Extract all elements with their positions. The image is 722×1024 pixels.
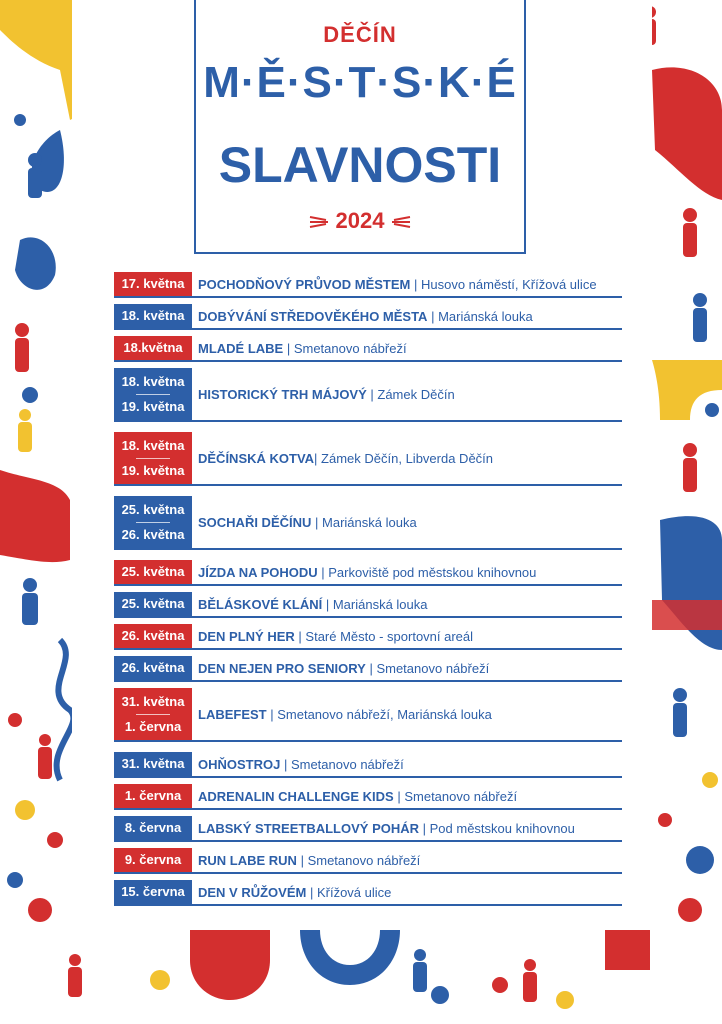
date-separator [136, 522, 170, 523]
event-place: Staré Město - sportovní areál [305, 628, 474, 644]
event-separator: | [296, 852, 308, 868]
event-info [192, 661, 489, 676]
event-date-start: 9. června [124, 852, 182, 867]
event-info [192, 387, 455, 402]
event-place: Parkoviště pod městskou knihovnou [328, 564, 537, 580]
event-date-start: 26. května [121, 660, 185, 675]
event-place: Mariánská louka [438, 308, 533, 324]
event-info [192, 597, 428, 612]
event-date [114, 624, 192, 648]
event-separator: | [365, 660, 377, 676]
spark-left-icon [308, 214, 330, 230]
event-date [114, 880, 192, 904]
event-date-start: 18. května [121, 437, 185, 453]
event-separator: | [419, 820, 430, 836]
event-date-end: 19. května [121, 462, 185, 478]
event-separator: | [410, 276, 421, 292]
event-date-start: 1. června [124, 788, 182, 803]
event-name: DEN PLNÝ HER [198, 628, 295, 644]
event-date [114, 496, 192, 548]
event-name: ADRENALIN CHALLENGE KIDS [198, 788, 394, 804]
event-name: DĚČÍNSKÁ KOTVA [198, 450, 315, 466]
title-line-1: M·Ě·S·T·S·K·É [203, 58, 517, 107]
event-place: Mariánská louka [322, 514, 417, 530]
event-place: Smetanovo nábřeží [293, 340, 407, 356]
event-row [114, 752, 622, 778]
event-row [114, 848, 622, 874]
event-separator: | [317, 564, 329, 580]
event-place: Smetanovo nábřeží [404, 788, 518, 804]
event-date-start: 31. května [121, 693, 185, 709]
event-name: LABEFEST [198, 706, 267, 722]
event-place: Zámek Děčín, Libverda Děčín [321, 450, 494, 466]
spark-right-icon [390, 214, 412, 230]
event-name: HISTORICKÝ TRH MÁJOVÝ [198, 386, 367, 402]
event-row [114, 272, 622, 298]
event-row [114, 688, 622, 742]
event-date-start: 18. května [121, 308, 185, 323]
event-row [114, 336, 622, 362]
event-row [114, 560, 622, 586]
event-info [192, 885, 391, 900]
event-separator: | [427, 308, 439, 324]
event-row [114, 496, 622, 550]
event-date-start: 15. června [121, 884, 185, 899]
event-date [114, 688, 192, 740]
event-place: Husovo náměstí, Křížová ulice [420, 276, 597, 292]
event-date [114, 752, 192, 776]
event-place: Smetanovo nábřeží [307, 852, 421, 868]
event-date [114, 560, 192, 584]
event-place: Křížová ulice [316, 884, 392, 900]
event-date [114, 592, 192, 616]
date-separator [136, 458, 170, 459]
event-date-start: 18.května [123, 340, 183, 355]
event-place: Zámek Děčín [377, 386, 455, 402]
year-line [196, 208, 524, 234]
event-info [192, 757, 404, 772]
event-separator: | [283, 340, 294, 356]
event-date-end: 1. června [124, 718, 182, 734]
event-info [192, 853, 420, 868]
event-row [114, 592, 622, 618]
event-date [114, 336, 192, 360]
event-info [192, 309, 533, 324]
city-name: DĚČÍN [323, 22, 397, 47]
event-date-start: 17. května [121, 276, 185, 291]
event-place: Smetanovo nábřeží [376, 660, 490, 676]
title-line-2: SLAVNOSTI [218, 137, 502, 193]
event-list [114, 272, 622, 912]
event-name: JÍZDA NA POHODU [198, 564, 318, 580]
event-row [114, 784, 622, 810]
event-name: RUN LABE RUN [198, 852, 297, 868]
event-separator: | [280, 756, 291, 772]
event-date [114, 304, 192, 328]
event-name: POCHODŇOVÝ PRŮVOD MĚSTEM [198, 276, 411, 292]
date-separator [136, 394, 170, 395]
event-place: Mariánská louka [332, 596, 428, 612]
event-date-start: 26. května [121, 628, 185, 643]
event-info [192, 789, 517, 804]
event-place: Pod městskou knihovnou [429, 820, 575, 836]
event-info [192, 515, 417, 530]
year: 2024 [335, 208, 385, 233]
event-date [114, 848, 192, 872]
event-date-start: 31. května [121, 756, 185, 771]
event-separator: | [266, 706, 278, 722]
event-separator: | [366, 386, 378, 402]
event-row [114, 304, 622, 330]
event-date [114, 784, 192, 808]
event-separator: | [322, 596, 333, 612]
event-date [114, 816, 192, 840]
event-place: Smetanovo nábřeží [290, 756, 404, 772]
event-date-start: 8. června [124, 820, 182, 835]
event-date-end: 26. května [121, 526, 185, 542]
event-info [192, 707, 492, 722]
event-date-start: 25. května [121, 596, 185, 611]
event-info [192, 821, 575, 836]
title-box [194, 0, 526, 254]
event-row [114, 816, 622, 842]
event-row [114, 656, 622, 682]
event-date [114, 656, 192, 680]
event-name: MLADÉ LABE [198, 340, 284, 356]
event-row [114, 624, 622, 650]
event-row [114, 432, 622, 486]
event-info [192, 277, 597, 292]
event-info [192, 451, 493, 466]
event-separator: | [311, 514, 323, 530]
event-info [192, 341, 407, 356]
event-name: LABSKÝ STREETBALLOVÝ POHÁR [198, 820, 420, 836]
event-name: DOBÝVÁNÍ STŘEDOVĚKÉHO MĚSTA [198, 308, 428, 324]
event-separator: | [294, 628, 306, 644]
event-place: Smetanovo nábřeží, Mariánská louka [277, 706, 492, 722]
event-date-start: 25. května [121, 501, 185, 517]
event-separator: | [393, 788, 405, 804]
event-date [114, 272, 192, 296]
event-name: OHŇOSTROJ [198, 756, 281, 772]
event-date-end: 19. května [121, 398, 185, 414]
event-separator: | [306, 884, 317, 900]
event-info [192, 565, 536, 580]
event-separator: | [314, 450, 322, 466]
event-date [114, 432, 192, 484]
event-row [114, 368, 622, 422]
event-name: DEN V RŮŽOVÉM [198, 884, 307, 900]
event-row [114, 880, 622, 906]
event-name: SOCHAŘI DĚČÍNU [198, 514, 312, 530]
event-date [114, 368, 192, 420]
event-name: BĚLÁSKOVÉ KLÁNÍ [198, 596, 323, 612]
event-info [192, 629, 473, 644]
event-date-start: 18. května [121, 373, 185, 389]
event-date-start: 25. května [121, 564, 185, 579]
date-separator [136, 714, 170, 715]
event-name: DEN NEJEN PRO SENIORY [198, 660, 366, 676]
